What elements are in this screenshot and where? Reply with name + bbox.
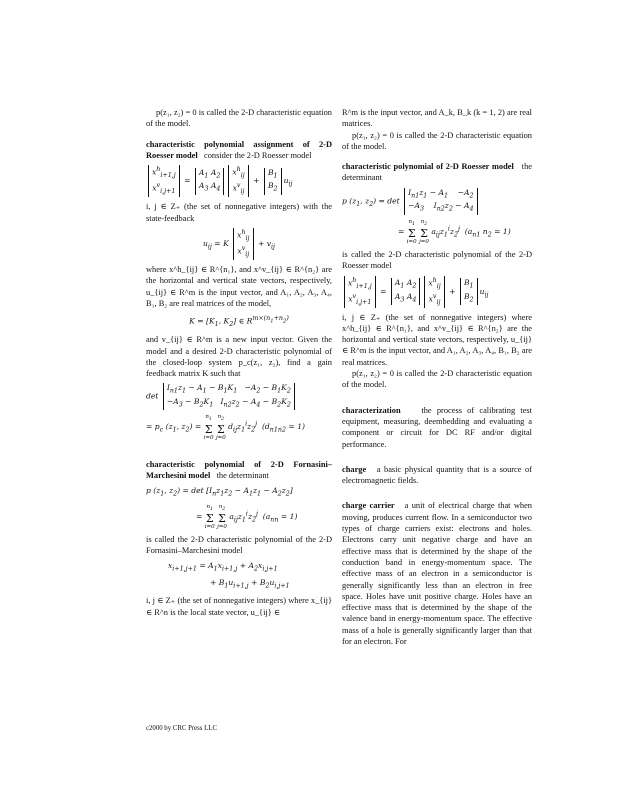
- paragraph: i, j ∈ Z₊ (the set of nonnegative integers) where x^h_{ij} ∈ R^{n₁}, and x^v_{ij} ∈ R^{n₂} are the horizontal and vertical state vectors, respectively, u_{ij} ∈ R^m is the input vector, and A₁, A₂, A₃, A₄, B₁, B₂ are real matrices.: [342, 312, 532, 367]
- equation-state-feedback: $u_{ij} = K$ $x^h_{ij}$ $x^v_{ij}$ + $v_{ij}$: [202, 228, 276, 258]
- entry-text: a unit of electrical charge that when moving, produces current flow. In a semiconductor two types of charge carriers exist: electrons and holes. Electrons carry unit negative charge and have an effective mass that is determined by the shape of the conduction band in energy-momentum space. The effective mass of an electron in a semiconductor is generally significantly less than an electron in free space. Holes have unit positive charge. Holes have an effective mass that is determined by the shape of the valence band in energy-momentum space. The effective mass of a hole is generally significantly larger than that for an electron. For: [342, 501, 532, 647]
- equation-closed-loop-poly: = $p_c$ ($z_1$, $z_2$) = $n_1$ Σ i=0 $n_2$ Σ j=0 $d_{ij}z_1^iz_2^j$ $(d_{n1n2} = 1)$: [146, 414, 305, 441]
- equation-roesser-model: $x^h_{i+1,j}$ $x^v_{i,j+1}$ = $A_1$ $A_2$ $A_3$ $A_4$ $x^h_{ij}$ $x^v_{ij}$ + $B_1$ $B_2$ $u_{ij}$: [342, 276, 532, 308]
- paragraph: where x^h_{ij} ∈ R^{n₁}, and x^v_{ij} ∈ R^{n₂} are the horizontal and vertical state vectors, respectively, u_{ij} ∈ R^m is the input vector, and A₁, A₂, A₃, A₄, B₁, B₂ are real matrices of the model,: [146, 264, 332, 308]
- equation-gain-matrix: $K = [K_1$, $K_2$] ∈ $R^{m\times(n_1+n_2)}$: [189, 315, 289, 329]
- equation-roesser-det: p ($z_1$, $z_2) = \det$ $I_{n1}z_1 - A_1$ $-A_2$ $-A_3$ $I_{n2}z_2 - A_4$: [342, 188, 532, 215]
- entry-text: the process of calibrating test equipment, measuring, deembedding and evaluating a component or circuit for DC RF and/or digital performance.: [342, 405, 532, 449]
- equation-closed-loop-det: det $I_{n1}z_1 - A_1 - B_1K_1 -A_2 - B_1K_2$ $-A_3 - B_2K_1$ $I_{n2}z_2 - A_4 - B_2K_2$: [146, 383, 332, 410]
- paragraph: p(z₁, z₂) = 0 is called the 2-D characteristic equation of the model.: [342, 130, 532, 151]
- entry-term: characterization: [342, 405, 401, 415]
- entry-text: a basic physical quantity that is a source of electromagnetic fields.: [342, 464, 532, 486]
- equation-roesser-sum: = $n_1$ Σ i=0 $n_2$ Σ j=0 $a_{ij}z_1^iz_2^j$ ($a_{n1}$ $n_2 = 1$): [398, 218, 511, 245]
- entry-term: characteristic polynomial assignment of 2-D Roesser model: [146, 139, 332, 160]
- entry-charge-carrier: [342, 500, 532, 647]
- paragraph: R^m is the input vector, and A_k, B_k (k = 1, 2) are real matrices.: [342, 108, 532, 129]
- equation-roesser-model: $x^h_{i+1,j}$ $x^v_{i,j+1}$ = $A_1$ $A_2$ $A_3$ $A_4$ $x^h_{ij}$ $x^v_{ij}$ + $B_1$ $B_2$ $u_{ij}$: [146, 165, 332, 197]
- entry-term: characteristic polynomial of 2-D Fornasini–Marchesini model: [146, 459, 332, 480]
- entry-text: the determinant: [216, 470, 269, 480]
- entry-fornasini-marchesini: [146, 459, 332, 482]
- entry-characteristic-polynomial-roesser: [342, 161, 532, 184]
- entry-text: consider the 2-D Roesser model: [204, 150, 312, 160]
- paragraph: p(z₁, z₂) = 0 is called the 2-D characteristic equation of the model.: [342, 369, 532, 390]
- paragraph: i, j ∈ Z₊ (the set of nonnegative integers) with the state-feedback: [146, 202, 332, 223]
- equation-fm-model-2: + $B_1u_{i+1,j} + B_2u_{i,j+1}$: [210, 577, 290, 590]
- entry-text: the determinant: [342, 162, 532, 183]
- entry-characteristic-polynomial-assignment: [146, 139, 332, 162]
- entry-term: characteristic polynomial of 2-D Roesser model: [342, 162, 514, 172]
- paragraph: is called the 2-D characteristic polynomial of the 2-D Fornasini–Marchesini model: [146, 534, 332, 556]
- paragraph: and v_{ij} ∈ R^m is a new input vector. Given the model and a desired 2-D characteristic polynomial of the closed-loop system p_c(z₁, z₂), find a gain feedback matrix K such that: [146, 335, 332, 379]
- entry-charge: [342, 464, 532, 487]
- copyright-footer: c2000 by CRC Press LLC: [146, 725, 217, 732]
- equation-fm-sum: = $n_1$ Σ i=0 $n_2$ Σ j=0 $a_{ij}z_1^iz_2^j$ $(a_{nn} = 1)$: [196, 503, 298, 530]
- paragraph: i, j ∈ Z₊ (the set of nonnegative integers) where x_{ij} ∈ R^n is the local state vector, u_{ij} ∈: [146, 596, 332, 617]
- entry-term: charge carrier: [342, 501, 395, 511]
- equation-fm-det: p ($z_1$, $z_2) = \det [I_nz_1z_2 - A_1z_1 - A_2z_2]$: [146, 486, 293, 498]
- entry-characterization: [342, 405, 532, 450]
- left-column: [146, 107, 332, 618]
- paragraph: is called the 2-D characteristic polynomial of the 2-D Roesser model: [342, 249, 532, 271]
- right-column: [342, 107, 532, 647]
- entry-term: charge: [342, 464, 367, 474]
- paragraph: p(z₁, z₂) = 0 is called the 2-D characteristic equation of the model.: [146, 108, 332, 129]
- equation-fm-model-1: $x_{i+1,j+1} = A_1x_{i+1,j} + A_2x_{i,j+1}$: [168, 561, 278, 573]
